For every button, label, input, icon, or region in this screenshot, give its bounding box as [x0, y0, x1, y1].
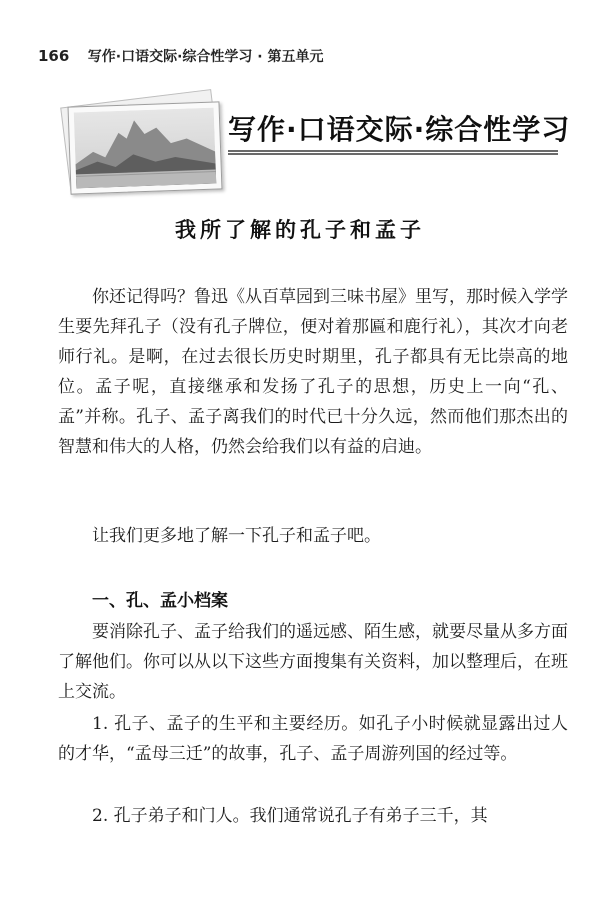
intro-paragraph: 让我们更多地了解一下孔子和孟子吧。: [92, 526, 381, 546]
page-number: 166: [38, 47, 70, 65]
article-title: 我所了解的孔子和孟子: [175, 217, 425, 242]
heading-stripe: [228, 150, 558, 155]
running-title: 写作·口语交际·综合性学习 · 第五单元: [87, 49, 324, 65]
intro-paragraph: 你还记得吗？鲁迅《从百草园到三味书屋》里写，那时候入学学生要先拜孔子（没有孔子牌位，便对着那匾和鹿行礼），其次才向老师行礼。是啊，在过去很长历史时期里，孔子都具有无比崇高的地位。孟子呢，直接继承和发扬了孔子的思想，历史上一向“孔、孟”并称。孔子、孟子离我们的时代已十分久远，然而他们那杰出的智慧和伟大的人格，仍然会给我们以有益的启迪。: [58, 287, 568, 457]
landscape-photo-icon: [55, 98, 225, 193]
page-header: [38, 46, 323, 66]
unit-banner: [0, 88, 600, 198]
section-paragraph: 2. 孔子弟子和门人。我们通常说孔子有弟子三千，其: [92, 806, 488, 826]
section-one-heading: 一、孔、孟小档案: [92, 591, 228, 611]
section-paragraph: 1. 孔子、孟子的生平和主要经历。如孔子小时候就显露出过人的才华，“孟母三迁”的故事，孔子、孟子周游列国的经过等。: [58, 714, 568, 764]
section-heading: 写作·口语交际·综合性学习: [228, 113, 571, 146]
section-paragraph: 要消除孔子、孟子给我们的遥远感、陌生感，就要尽量从多方面了解他们。你可以从以下这些方面搜集有关资料，加以整理后，在班上交流。: [58, 622, 568, 702]
